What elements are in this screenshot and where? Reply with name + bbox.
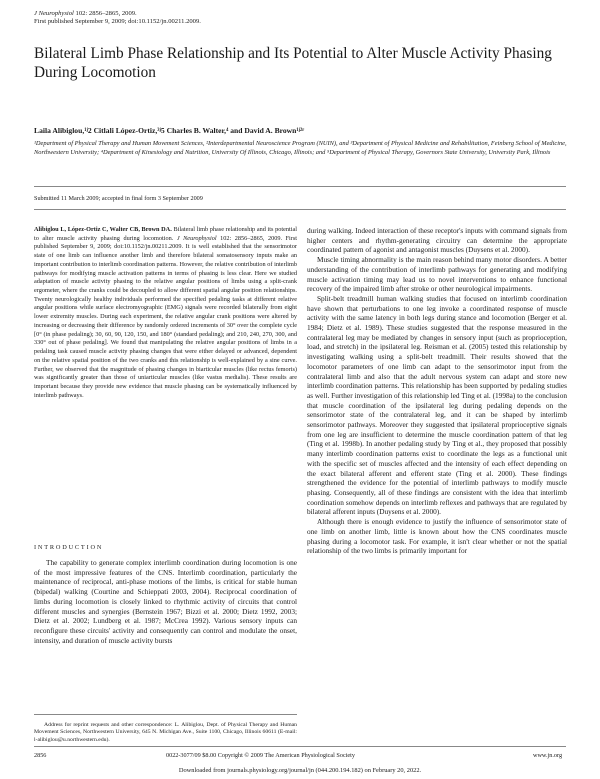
footnote-divider <box>34 714 297 715</box>
copyright-line: 0022-3077/09 $8.00 Copyright © 2009 The American Physiological Society <box>166 752 355 759</box>
header-divider-bottom <box>34 209 566 210</box>
correspondence-footnote: Address for reprint requests and other correspondence: L. Alibiglou, Dept. of Physical Therapy and Human Movement Sciences, Northwestern University, 645 N. Michigan Ave., Suite 1100, Chicago, Illinois 60611 (E-mail: l-alibiglou@u.northwestern.edu). <box>34 722 297 743</box>
footer-divider <box>34 746 566 747</box>
abstract-cite-authors: Alibiglou L, López-Ortiz C, Walter CB, Brown DA. <box>34 226 172 233</box>
submission-dates: Submitted 11 March 2009; accepted in final form 3 September 2009 <box>34 195 203 202</box>
paragraph-1: during walking. Indeed interaction of these receptor's inputs with command signals from higher centers and rhythm-generating circuitry can determine the appropriate coordinated pattern of agonist and antagonist muscles (Duysens et al. 2000). <box>307 226 567 255</box>
paragraph-2: Muscle timing abnormality is the main reason behind many motor disorders. A better understanding of the contribution of interlimb pathways for generating and modifying muscle activation timing may lead us to novel interventions to enhance functional recovery of the impaired limb after stroke or other neurological impairments. <box>307 255 567 294</box>
article-title: Bilateral Limb Phase Relationship and Its Potential to Alter Muscle Activity Phasing During Locomotion <box>34 45 552 81</box>
author-list: Laila Alibiglou,¹ʲ2 Citlali López-Ortiz,³ʲ5 Charles B. Walter,⁴ and David A. Brown¹ʲ²ʳ <box>34 126 305 135</box>
journal-citation: 102: 2856–2865, 2009. <box>73 10 137 17</box>
paragraph-4: Although there is enough evidence to justify the influence of sensorimotor state of one limb on another limb, little is known about how the CNS coordinates muscle phasing during a locomotor task. For example, it isn't clear whether or not the spatial relationship of the two limbs is primarily important for <box>307 517 567 556</box>
introduction-paragraph: The capability to generate complex interlimb coordination during locomotion is one of the most impressive features of the CNS. Interlimb coordination, particularly the maintenance of reciprocal, anti-phase motions of the limbs, is critical for stable human (bipedal) walking (Courtine and Schieppati 2003, 2004). Reciprocal coordination of limbs during locomotion is closely linked to rhythmic activity of circuits that control different muscles and synergies (Bernstein 1967; Bizzi et al. 2000; Dietz 1992, 2003; Dietz et al. 2002; Lundberg et al. 1987; McCrea 1992). Various sensory inputs can reconfigure these circuits' activity and consequently can control and modulate the onset, intensity, and duration of muscle activity bursts <box>34 558 297 645</box>
first-published-line: First published September 9, 2009; doi:10.1152/jn.00211.2009. <box>34 18 201 26</box>
abstract-cite-title: Bilateral limb phase relationship and its potential to alter muscle activity phasing during locomotion. <box>34 226 297 242</box>
journal-header <box>34 10 201 26</box>
abstract <box>34 226 297 400</box>
header-divider-top <box>34 186 566 187</box>
journal-name: J Neurophysiol <box>34 10 74 17</box>
abstract-cite-journal: J Neurophysiol <box>176 234 217 242</box>
affiliations: ¹Department of Physical Therapy and Human Movement Sciences, ²Interdepartmental Neuroscience Program (NUIN), and ³Department of Physical Medicine and Rehabilitation, Feinberg School of Medicine, Northwestern University; ⁴Department of Kinesiology and Nutrition, University Of Illinois, Chicago, Illinois; and ⁵Department of Physical Therapy, Governors State University, University Park, Illinois <box>34 140 567 156</box>
abstract-body: 102: 2856–2865, 2009. First published September 9, 2009; doi:10.1152/jn.00211.2009. It is well established that the sensorimotor state of one limb can influence another limb and therefore bilateral somatosensory inputs make an important contribution to interlimb coordination patterns. However, the relative contribution of interlimb pathways for modifying muscle activation patterns in terms of phasing is less clear. Here we studied adaptation of muscle activity phasing to the relative angular positions of limbs using a split-crank ergometer, where the cranks could be decoupled to allow different spatial angular position relationships. Twenty neurologically healthy individuals performed the specified pedaling tasks at different relative angular positions while surface electromyographic (EMG) signals were recorded bilaterally from eight lower extremity muscles. During each experiment, the relative angular crank positions were altered by increasing or decreasing their difference by randomly ordered increments of 30° over the complete cycle [0° (in phase pedaling); 30, 60, 90, 120, 150, and 180° (standard pedaling); and 210, 240, 270, 300, and 330° out of phase pedaling]. We found that manipulating the relative angular positions of limbs in a pedaling task caused muscle activity phasing changes that were either delayed or advanced, dependent on the relative spatial position of the two cranks and this relationship is well-explained by a sine curve. Further, we observed that the magnitude of phasing changes in biarticular muscles (like rectus femoris) was significantly greater than those of uniarticular muscles (like vastus medialis). These results are important because they provide new evidence that muscle phasing can be systematically influenced by interlimb pathways. <box>34 234 297 399</box>
download-notice: Downloaded from journals.physiology.org/journal/jn (044.200.194.182) on February 20, 2022. <box>178 767 422 774</box>
page-number: 2856 <box>34 752 47 759</box>
section-heading-introduction: INTRODUCTION <box>34 544 104 551</box>
introduction-text <box>34 558 297 645</box>
right-column-text <box>307 226 567 556</box>
journal-website: www.jn.org <box>533 752 563 759</box>
paragraph-3: Split-belt treadmill human walking studies that focused on interlimb coordination have shown that perturbations to one leg invoke a coordinated response of muscle activity with the same latency in both legs during stance and locomotion (Berger et al. 1984; Dietz et al. 1989). These studies suggested that the response measured in the contralateral leg may be mediated by changes in sensory input (such as proprioception, load, and stretch) in the ipsilateral leg. Reisman et al. (2005) tested this relationship by investigating walking using a split-belt treadmill. Their results showed that the locomotor parameters of one limb can adapt to the sensorimotor input from the contralateral limb and also that the adult nervous system can adapt and store new interlimb coordination patterns. This relationship has been supported by pedaling studies as well. Further investigation of this relationship led Ting et al. (1998a) to the conclusion that muscle coordination of the ipsilateral leg during pedaling depends on the sensorimotor state of the contralateral leg, and it can be shaped by interlimb sensorimotor pathways. Moreover they suggested that ipsilateral proprioceptive signals from one leg are insufficient to determine the muscle coordination pattern of that leg (Ting et al. 1998b). In another pedaling study by Ting et al., they proposed that possibly many interlimb coordination patterns exist to coordinate the legs as a functional unit with the specific set of muscles affected and the intensity of each effect depending on the exact bilateral afferent and efferent state (Ting et al. 2000). These findings strengthened the evidence for the potential of interlimb pathways to modify muscle phasing. Consequently, all of these findings are consistent with the idea that interlimb coordination somehow depends on interlimb reflexes and pathways that are regulated by bilateral afferent inputs (Duysens et al. 2000). <box>307 293 567 517</box>
